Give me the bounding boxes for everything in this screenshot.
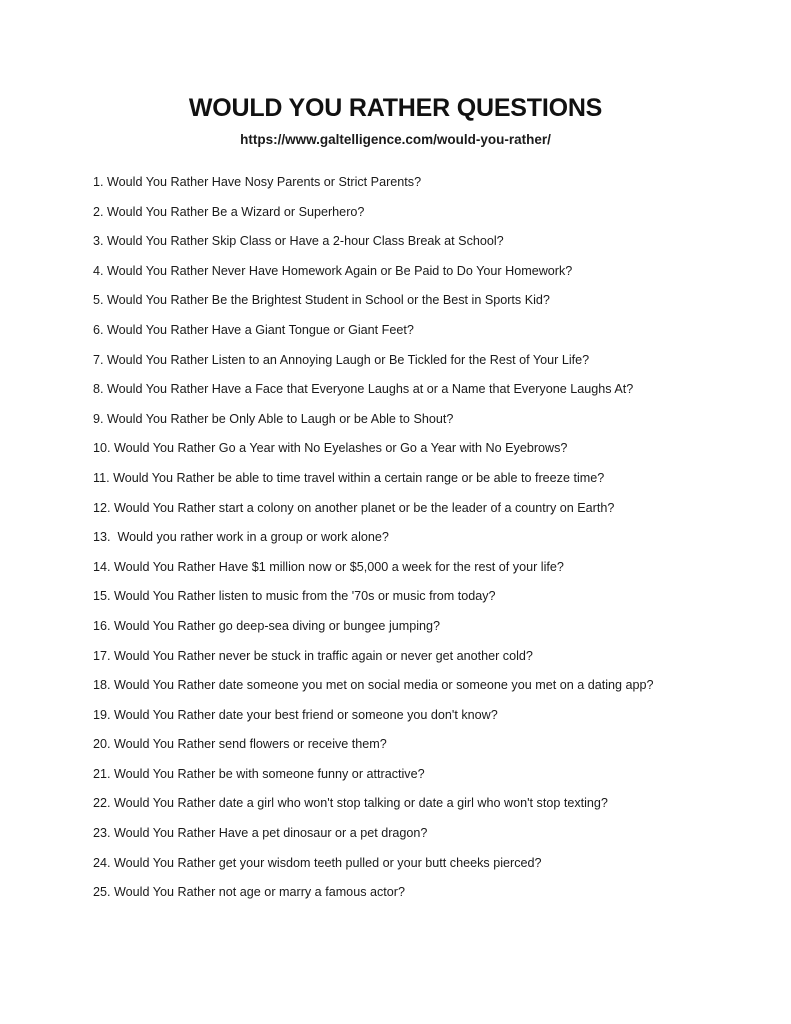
question-item: 17. Would You Rather never be stuck in traffic again or never get another cold?	[93, 648, 533, 663]
question-item: 21. Would You Rather be with someone funny or attractive?	[93, 766, 425, 781]
question-item: 24. Would You Rather get your wisdom teeth pulled or your butt cheeks pierced?	[93, 855, 542, 870]
page-title: WOULD YOU RATHER QUESTIONS	[188, 94, 603, 122]
question-item: 5. Would You Rather Be the Brightest Student in School or the Best in Sports Kid?	[93, 293, 550, 308]
question-item: 10. Would You Rather Go a Year with No Eyelashes or Go a Year with No Eyebrows?	[93, 441, 568, 456]
source-url: https://www.galtelligence.com/would-you-rather/	[240, 132, 551, 147]
question-item: 18. Would You Rather date someone you met on social media or someone you met on a dating app?	[93, 678, 654, 693]
question-item: 1. Would You Rather Have Nosy Parents or Strict Parents?	[93, 175, 422, 189]
question-item: 9. Would You Rather be Only Able to Laugh or be Able to Shout?	[93, 411, 454, 426]
question-item: 25. Would You Rather not age or marry a famous actor?	[93, 885, 405, 900]
question-item: 12. Would You Rather start a colony on another planet or be the leader of a country on Earth?	[93, 500, 615, 515]
question-item: 23. Would You Rather Have a pet dinosaur or a pet dragon?	[93, 826, 428, 841]
question-list	[93, 174, 753, 914]
question-item: 20. Would You Rather send flowers or receive them?	[93, 737, 387, 752]
question-item: 19. Would You Rather date your best friend or someone you don't know?	[93, 707, 498, 722]
question-item: 3. Would You Rather Skip Class or Have a 2-hour Class Break at School?	[93, 234, 504, 249]
question-item: 2. Would You Rather Be a Wizard or Superhero?	[93, 204, 365, 219]
question-item: 4. Would You Rather Never Have Homework Again or Be Paid to Do Your Homework?	[93, 263, 573, 278]
question-item: 6. Would You Rather Have a Giant Tongue or Giant Feet?	[93, 322, 414, 337]
question-item: 14. Would You Rather Have $1 million now or $5,000 a week for the rest of your life?	[93, 559, 564, 574]
question-item: 15. Would You Rather listen to music from the '70s or music from today?	[93, 589, 496, 604]
question-item: 16. Would You Rather go deep-sea diving or bungee jumping?	[93, 618, 441, 633]
question-item: 8. Would You Rather Have a Face that Everyone Laughs at or a Name that Everyone Laughs At?	[93, 382, 634, 397]
question-item: 22. Would You Rather date a girl who won't stop talking or date a girl who won't stop texting?	[93, 796, 608, 811]
question-item: 7. Would You Rather Listen to an Annoying Laugh or Be Tickled for the Rest of Your Life?	[93, 352, 590, 367]
question-item: 11. Would You Rather be able to time travel within a certain range or be able to freeze time?	[93, 470, 605, 485]
question-item: 13. Would you rather work in a group or work alone?	[93, 530, 389, 545]
